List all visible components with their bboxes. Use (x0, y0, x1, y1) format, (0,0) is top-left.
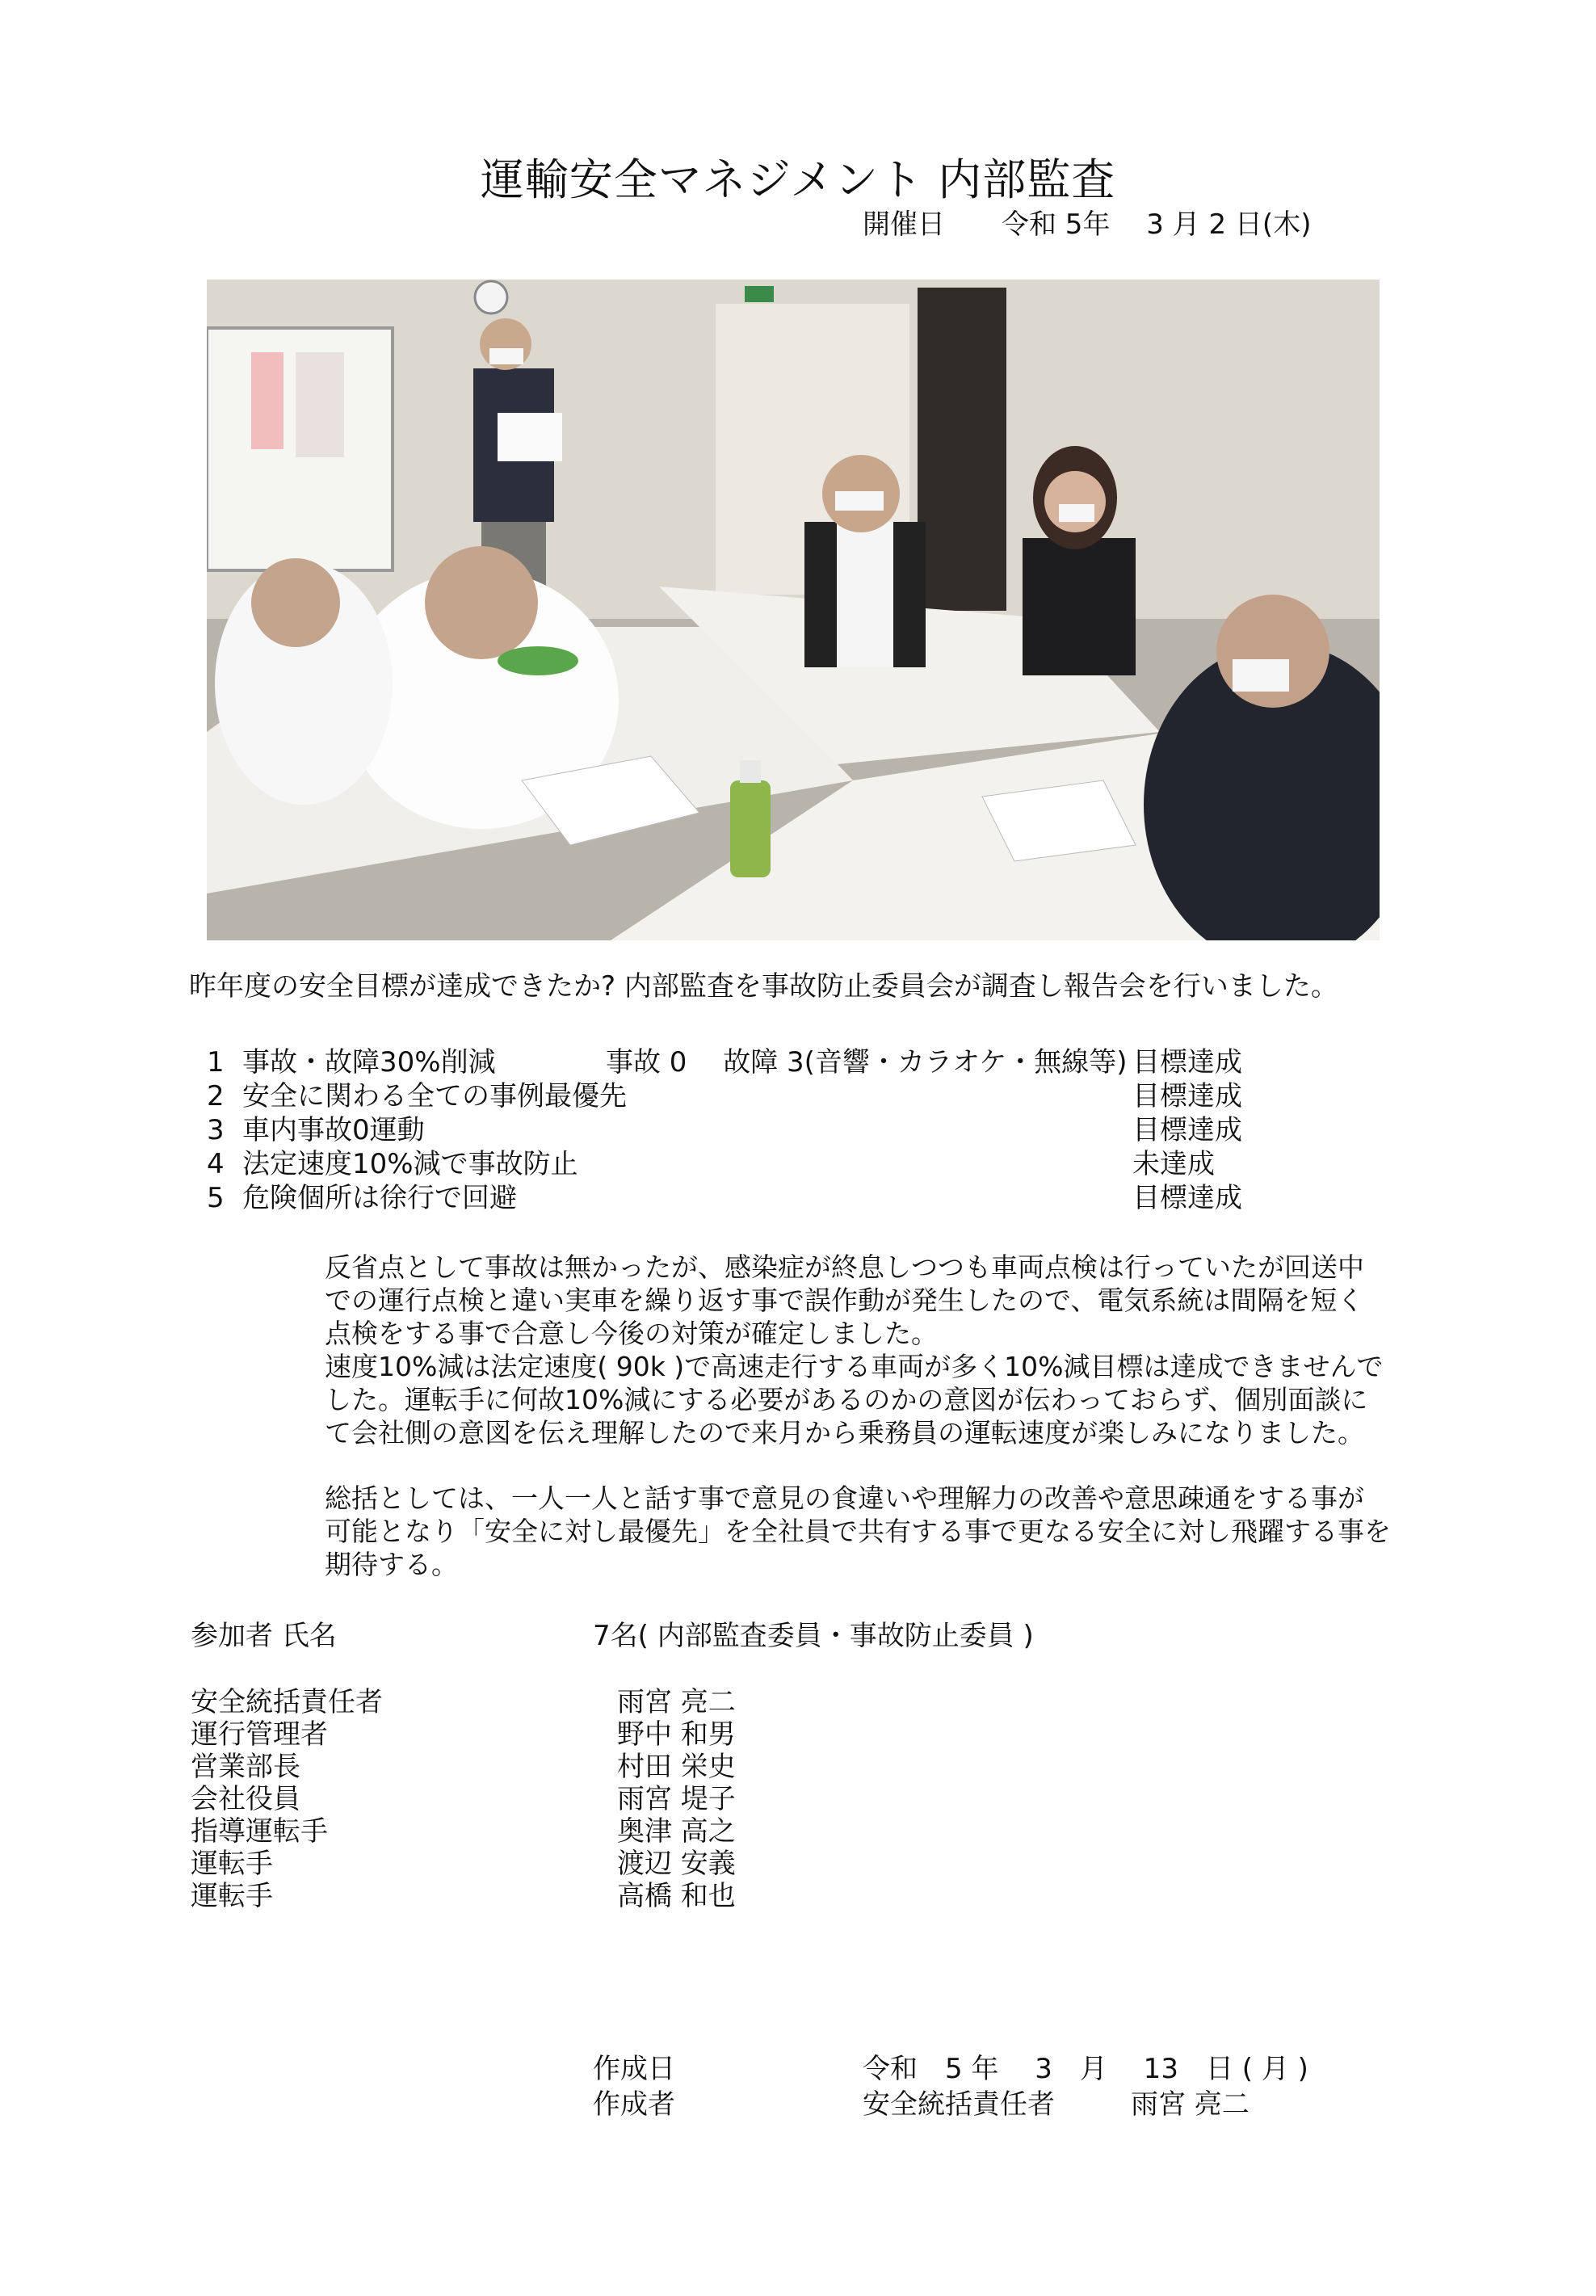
meeting-photo (207, 280, 1380, 940)
goal-item: 危険個所は徐行で回避 (242, 1182, 517, 1214)
date-label: 開催日 (863, 208, 945, 241)
author-role: 安全統括責任者 (863, 2088, 1055, 2121)
participant-role: 指導運転手 (191, 1815, 328, 1848)
goal-no: 3 (207, 1114, 225, 1146)
goal-result: 目標達成 (1132, 1080, 1242, 1112)
participant-role: 営業部長 (191, 1751, 300, 1783)
goal-result: 目標達成 (1132, 1114, 1242, 1146)
participant-name: 村田 栄史 (617, 1751, 736, 1783)
goal-no: 5 (207, 1182, 225, 1214)
participant-name: 高橋 和也 (617, 1880, 736, 1912)
participants-label: 参加者 氏名 (191, 1620, 337, 1652)
participant-role: 安全統括責任者 (191, 1686, 383, 1718)
participant-name: 野中 和男 (617, 1718, 736, 1751)
participant-role: 運転手 (191, 1880, 273, 1912)
goal-detail: 事故 0 故障 3(音響・カラオケ・無線等) (606, 1046, 1128, 1079)
participant-role: 運行管理者 (191, 1718, 328, 1751)
created-label: 作成日 (593, 2053, 675, 2085)
intro-text: 昨年度の安全目標が達成できたか? 内部監査を事故防止委員会が調査し報告会を行いました。 (189, 970, 1338, 1003)
author-label: 作成者 (593, 2088, 675, 2121)
reflection-line: 点検をする事で合意し今後の対策が確定しました。 (325, 1318, 938, 1349)
goal-no: 1 (207, 1046, 225, 1079)
date-value: 令和 5年 3 月 2 日(木) (1002, 208, 1312, 241)
summary-paragraph (325, 1482, 1455, 1581)
reflection-line: 反省点として事故は無かったが、感染症が終息しつつも車両点検は行っていたが回送中 (325, 1251, 1364, 1283)
reflection-line: 速度10%減は法定速度( 90k )で高速走行する車両が多く10%減目標は達成できませんで (325, 1351, 1384, 1382)
goal-result: 未達成 (1132, 1148, 1215, 1180)
goal-result: 目標達成 (1132, 1046, 1242, 1079)
summary-line: 可能となり「安全に対し最優先」を全社員で共有する事で更なる安全に対し飛躍する事を (325, 1516, 1391, 1547)
created-date: 令和 5 年 3 月 13 日 ( 月 ) (863, 2053, 1308, 2085)
goal-item: 事故・故障30%削減 (242, 1046, 496, 1079)
summary-line: 期待する。 (325, 1549, 458, 1580)
meeting-photo-illustration (207, 280, 1380, 940)
participant-name: 奥津 高之 (617, 1815, 736, 1848)
reflection-line: した。運転手に何故10%減にする必要があるのかの意図が伝わっておらず、個別面談に (325, 1384, 1368, 1415)
goal-no: 4 (207, 1148, 225, 1180)
participant-role: 会社役員 (191, 1783, 300, 1815)
reflection-line: て会社側の意図を伝え理解したので来月から乗務員の運転速度が楽しみになりました。 (325, 1417, 1364, 1449)
participant-name: 雨宮 亮二 (617, 1686, 736, 1718)
goal-no: 2 (207, 1080, 225, 1112)
summary-line: 総括としては、一人一人と話す事で意見の食違いや理解力の改善や意思疎通をする事が (325, 1482, 1364, 1514)
goal-item: 車内事故0運動 (242, 1114, 425, 1146)
participants-count: 7名( 内部監査委員・事故防止委員 ) (593, 1620, 1034, 1652)
reflection-line: での運行点検と違い実車を繰り返す事で誤作動が発生したので、電気系統は間隔を短く (325, 1285, 1364, 1316)
goal-item: 法定速度10%減で事故防止 (242, 1148, 578, 1180)
participant-name: 渡辺 安義 (617, 1848, 736, 1880)
goal-item: 安全に関わる全ての事例最優先 (242, 1080, 627, 1112)
author-name: 雨宮 亮二 (1131, 2088, 1250, 2121)
participant-role: 運転手 (191, 1848, 273, 1880)
goal-result: 目標達成 (1132, 1182, 1242, 1214)
reflection-paragraph (325, 1251, 1455, 1449)
participant-name: 雨宮 堤子 (617, 1783, 736, 1815)
page-title: 運輸安全マネジメント 内部監査 (480, 154, 1116, 205)
